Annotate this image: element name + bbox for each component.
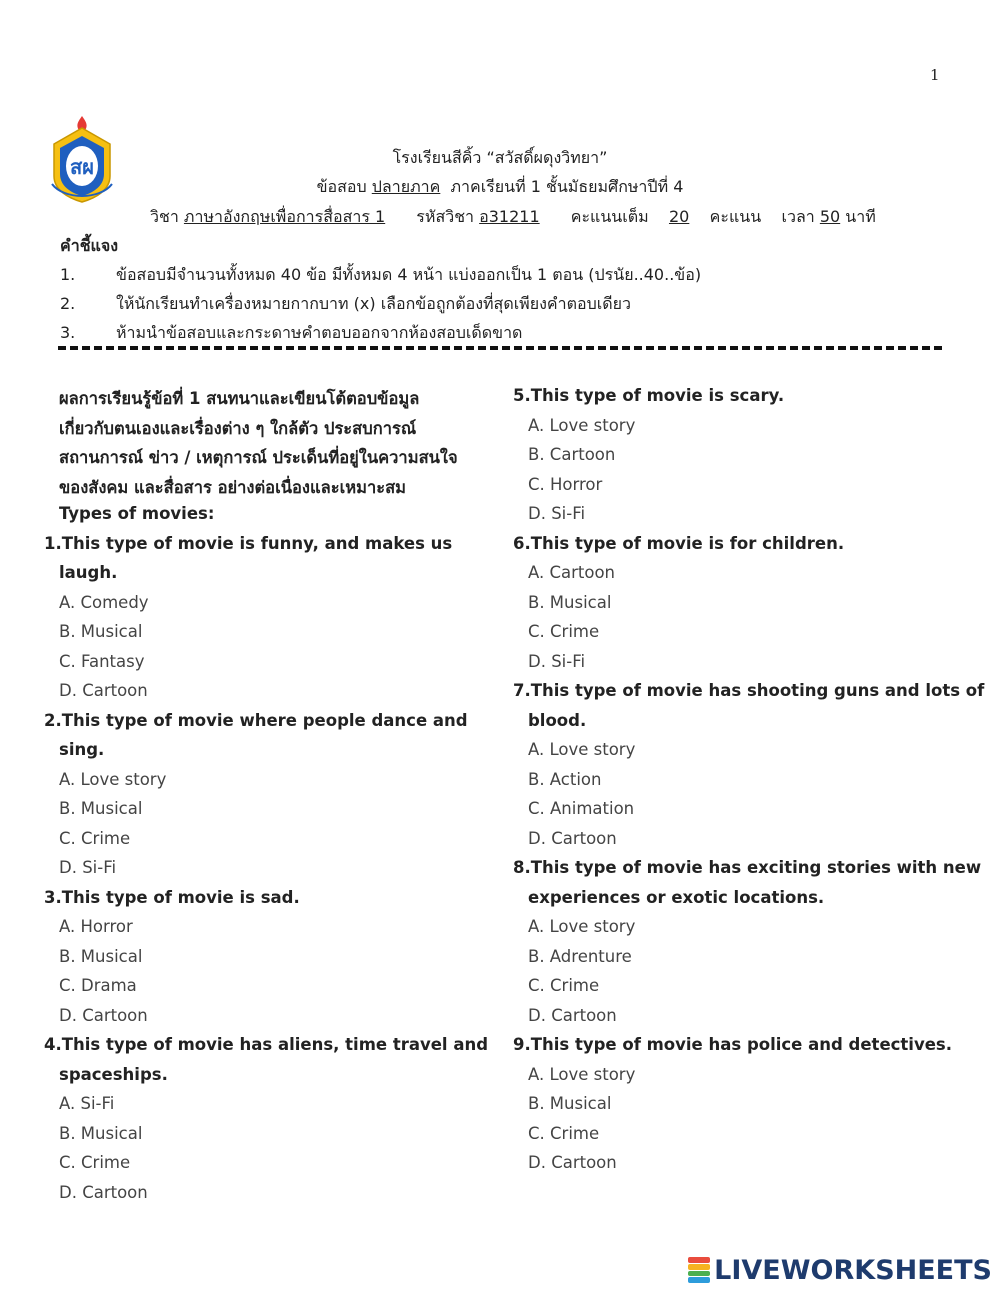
subject-name: ภาษาอังกฤษเพื่อการสื่อสาร 1	[183, 207, 386, 226]
answer-option: D. Si-Fi	[528, 651, 586, 671]
subject-code: อ31211	[479, 207, 540, 226]
subject-prefix: วิชา	[150, 207, 179, 226]
answer-option: B. Musical	[59, 946, 143, 966]
answer-option: D. Cartoon	[528, 1005, 617, 1025]
answer-option: C. Fantasy	[59, 651, 145, 671]
question-text: laugh.	[59, 563, 118, 582]
page-number: 1	[930, 66, 940, 84]
answer-option: A. Cartoon	[528, 563, 616, 582]
answer-option: C. Crime	[528, 1123, 600, 1143]
answer-option: D. Cartoon	[59, 681, 148, 700]
question-text: 9.This type of movie has police and detectives.	[513, 1035, 952, 1054]
question-text: blood.	[528, 710, 587, 730]
brand-icon-bar	[688, 1264, 710, 1270]
score-unit: คะแนน	[709, 207, 762, 226]
question-text: sing.	[59, 740, 105, 759]
answer-option: C. Crime	[528, 622, 600, 641]
exam-rest: ภาคเรียนที่ 1 ชั้นมัธยมศึกษาปีที่ 4	[450, 177, 684, 196]
learning-objective-line: ของสังคม และสื่อสาร อย่างต่อเนื่องและเหมาะสม	[59, 477, 407, 497]
subject-line	[150, 205, 876, 230]
answer-option: B. Action	[528, 769, 602, 789]
instruction-item: 2. ให้นักเรียนทำเครื่องหมายกากบาท (x) เลือกข้อถูกต้องที่สุดเพียงคำตอบเดียว	[60, 294, 631, 313]
score-prefix: คะแนนเต็ม	[570, 207, 649, 226]
exam-time: 50	[819, 207, 841, 226]
exam-prefix: ข้อสอบ	[316, 177, 367, 196]
code-prefix: รหัสวิชา	[416, 207, 475, 226]
answer-option: C. Crime	[59, 1153, 131, 1172]
svg-text:สผ: สผ	[70, 155, 94, 179]
answer-option: A. Horror	[59, 917, 133, 936]
instructions-title: คำชี้แจง	[60, 236, 119, 255]
school-name: โรงเรียนสีคิ้ว “สวัสดิ์ผดุงวิทยา”	[392, 148, 608, 167]
learning-objective-line: เกี่ยวกับตนเองและเรื่องต่าง ๆ ใกล้ตัว ประสบการณ์	[59, 418, 417, 438]
instruction-item: 1. ข้อสอบมีจำนวนทั้งหมด 40 ข้อ มีทั้งหมด 4 หน้า แบ่งออกเป็น 1 ตอน (ปรนัย..40..ข้อ)	[60, 265, 702, 284]
brand-icon-bar	[688, 1271, 710, 1277]
section-title: Types of movies:	[59, 504, 215, 523]
answer-option: A. Love story	[528, 740, 636, 759]
answer-option: A. Love story	[528, 1064, 636, 1084]
answer-option: A. Love story	[528, 415, 636, 435]
instruction-item: 3. ห้ามนำข้อสอบและกระดาษคำตอบออกจากห้องสอบเด็ดขาด	[60, 323, 523, 342]
brand-icon	[688, 1257, 710, 1283]
answer-option: A. Comedy	[59, 592, 149, 612]
answer-option: D. Cartoon	[59, 1182, 148, 1202]
answer-option: D. Cartoon	[528, 828, 617, 848]
exam-term: ปลายภาค	[371, 177, 441, 196]
answer-option: D. Si-Fi	[528, 504, 586, 523]
answer-option: C. Horror	[528, 474, 603, 494]
learning-objective-line: ผลการเรียนรู้ข้อที่ 1 สนทนาและเขียนโต้ตอบข้อมูล	[59, 389, 420, 408]
question-text: spaceships.	[59, 1064, 168, 1084]
answer-option: C. Crime	[59, 828, 131, 848]
answer-option: D. Cartoon	[59, 1005, 148, 1025]
answer-option: D. Si-Fi	[59, 858, 117, 877]
question-text: 4.This type of movie has aliens, time travel and	[44, 1035, 489, 1054]
question-text: 7.This type of movie has shooting guns and lots of	[513, 681, 985, 700]
answer-option: B. Cartoon	[528, 445, 616, 464]
brand-text: LIVEWORKSHEETS	[714, 1254, 992, 1286]
answer-option: D. Cartoon	[528, 1153, 617, 1172]
dashed-divider	[58, 346, 942, 350]
question-text: 5.This type of movie is scary.	[513, 386, 785, 405]
brand-icon-bar	[688, 1257, 710, 1263]
answer-option: A. Love story	[528, 917, 636, 936]
answer-option: B. Musical	[59, 1123, 143, 1143]
answer-option: B. Musical	[59, 799, 143, 818]
answer-option: B. Musical	[528, 1094, 612, 1113]
question-text: 6.This type of movie is for children.	[513, 533, 845, 553]
question-text: 2.This type of movie where people dance and	[44, 710, 468, 730]
question-text: experiences or exotic locations.	[528, 887, 825, 907]
answer-option: B. Musical	[59, 622, 143, 641]
question-text: 3.This type of movie is sad.	[44, 887, 300, 907]
answer-option: C. Drama	[59, 976, 137, 995]
full-score: 20	[668, 207, 690, 226]
answer-option: C. Animation	[528, 799, 635, 818]
answer-option: A. Love story	[59, 769, 167, 789]
answer-option: A. Si-Fi	[59, 1094, 115, 1113]
learning-objective-line: สถานการณ์ ข่าว / เหตุการณ์ ประเด็นที่อยู่ในความสนใจ	[59, 448, 458, 467]
answer-option: C. Crime	[528, 976, 600, 995]
time-unit: นาที	[845, 207, 876, 226]
question-text: 1.This type of movie is funny, and makes us	[44, 533, 453, 553]
liveworksheets-brand	[688, 1253, 992, 1287]
brand-icon-bar	[688, 1277, 710, 1283]
answer-option: B. Adrenture	[528, 946, 632, 966]
exam-line	[0, 175, 1000, 200]
question-text: 8.This type of movie has exciting stories with new	[513, 858, 982, 877]
answer-option: B. Musical	[528, 592, 612, 612]
time-prefix: เวลา	[781, 207, 815, 226]
